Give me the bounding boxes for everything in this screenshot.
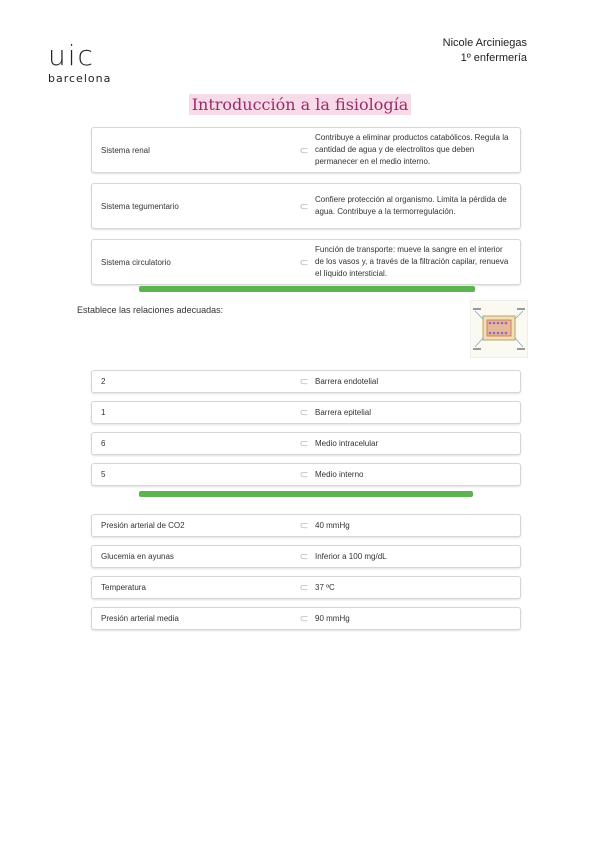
- match-row[interactable]: [91, 576, 521, 599]
- logo-main: uic: [48, 39, 95, 72]
- puzzle-connector-icon: ⊂: [299, 613, 309, 625]
- author-course: 1º enfermería: [460, 52, 527, 64]
- matching-block-values: [91, 514, 521, 638]
- match-right: Medio interno: [315, 469, 364, 479]
- section-divider-bar: [139, 491, 473, 497]
- match-left: 6: [101, 439, 106, 448]
- puzzle-connector-icon: ⊂: [299, 551, 309, 563]
- match-right: Medio intracelular: [315, 438, 379, 448]
- match-right: 90 mmHg: [315, 613, 350, 623]
- instruction-text: Establece las relaciones adecuadas:: [77, 305, 224, 315]
- match-row[interactable]: [91, 401, 521, 424]
- puzzle-connector-icon: ⊂: [299, 407, 309, 419]
- match-row[interactable]: [91, 432, 521, 455]
- puzzle-connector-icon: ⊂: [299, 200, 309, 213]
- match-left: 2: [101, 377, 106, 386]
- match-row[interactable]: [91, 370, 521, 393]
- match-left: Glucemia en ayunas: [101, 552, 174, 561]
- match-right: Barrera endotelial: [315, 376, 379, 386]
- author-info: [443, 36, 527, 66]
- author-name: Nicole Arciniegas: [442, 37, 527, 49]
- match-row[interactable]: [91, 127, 521, 173]
- match-left: Sistema renal: [101, 145, 150, 155]
- match-left: Temperatura: [101, 583, 146, 592]
- page-title: [0, 95, 600, 115]
- puzzle-connector-icon: ⊂: [299, 469, 309, 481]
- cell-diagram-image: [470, 300, 528, 358]
- match-row[interactable]: [91, 545, 521, 568]
- match-row[interactable]: [91, 607, 521, 630]
- match-left: Sistema circulatorio: [101, 257, 171, 267]
- match-right: Inferior a 100 mg/dL: [315, 551, 387, 561]
- match-row[interactable]: [91, 463, 521, 486]
- match-right: Confiere protección al organismo. Limita la pérdida de agua. Contribuye a la termorregulación.: [315, 195, 507, 216]
- puzzle-connector-icon: ⊂: [299, 376, 309, 388]
- match-left: Presión arterial de CO2: [101, 521, 185, 530]
- match-right: Función de transporte: mueve la sangre en el interior de los vasos y, a través de la filtración capilar, renueva el líquido intersticial.: [315, 245, 509, 278]
- puzzle-connector-icon: ⊂: [299, 520, 309, 532]
- match-right: Barrera epitelial: [315, 407, 372, 417]
- matching-block-barriers: [91, 370, 521, 494]
- match-left: 1: [101, 408, 106, 417]
- logo-sub: barcelona: [48, 72, 112, 85]
- match-right: 40 mmHg: [315, 520, 350, 530]
- uic-logo: [48, 39, 112, 85]
- title-text: Introducción a la fisiología: [189, 94, 412, 115]
- puzzle-connector-icon: ⊂: [299, 438, 309, 450]
- matching-block-systems: [91, 127, 521, 295]
- match-row[interactable]: [91, 239, 521, 285]
- puzzle-connector-icon: ⊂: [299, 582, 309, 594]
- match-left: 5: [101, 470, 106, 479]
- puzzle-connector-icon: ⊂: [299, 144, 309, 157]
- match-right: Contribuye a eliminar productos catabólicos. Regula la cantidad de agua y de electrolitos que deben permanecer en el medio interno.: [315, 133, 509, 166]
- puzzle-connector-icon: ⊂: [299, 256, 309, 269]
- section-divider-bar: [139, 286, 475, 292]
- match-row[interactable]: [91, 183, 521, 229]
- match-row[interactable]: [91, 514, 521, 537]
- match-right: 37 ºC: [315, 582, 335, 592]
- match-left: Presión arterial media: [101, 614, 179, 623]
- match-left: Sistema tegumentario: [101, 201, 179, 211]
